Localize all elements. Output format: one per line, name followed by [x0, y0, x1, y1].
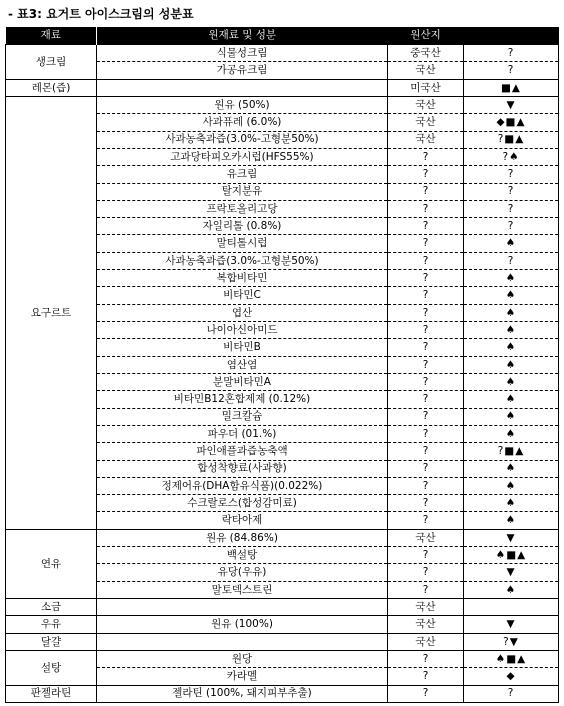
note-cell: ♠ [464, 356, 559, 373]
origin-cell: ? [388, 200, 464, 217]
origin-cell: 국산 [388, 633, 464, 650]
ingredient-cell: 자일리톨 (0.8%) [97, 218, 388, 235]
origin-cell: 국산 [388, 96, 464, 113]
origin-cell: 국산 [388, 131, 464, 148]
ingredient-cell: 합성착향료(사과향) [97, 460, 388, 477]
ingredient-cell: 말토덱스트린 [97, 581, 388, 598]
material-cell: 판젤라틴 [6, 685, 97, 702]
ingredient-cell [97, 79, 388, 96]
note-cell: ? [464, 252, 559, 269]
origin-cell: 국산 [388, 114, 464, 131]
origin-cell: ? [388, 495, 464, 512]
note-cell: ♠ [464, 391, 559, 408]
note-cell: ▼ [464, 564, 559, 581]
note-cell [464, 599, 559, 616]
table-body [6, 45, 559, 703]
note-cell: ? [464, 685, 559, 702]
ingredient-cell: 분말비타민A [97, 373, 388, 390]
note-cell: ♠ [464, 581, 559, 598]
note-cell: ♠ [464, 512, 559, 529]
origin-cell: ? [388, 443, 464, 460]
note-cell: ? [464, 62, 559, 79]
ingredient-cell: 나이아신아미드 [97, 322, 388, 339]
ingredient-cell: 식물성크림 [97, 45, 388, 62]
material-cell: 연유 [6, 529, 97, 598]
ingredient-cell: 고과당타피오카시럽(HFS55%) [97, 148, 388, 165]
ingredient-cell [97, 599, 388, 616]
note-cell: ?▼ [464, 633, 559, 650]
origin-cell: ? [388, 685, 464, 702]
note-cell: ?■▲ [464, 443, 559, 460]
note-cell: ?♠ [464, 148, 559, 165]
note-cell: ? [464, 183, 559, 200]
origin-cell: ? [388, 287, 464, 304]
ingredient-cell: 가공유크림 [97, 62, 388, 79]
origin-cell: ? [388, 477, 464, 494]
ingredient-cell: 수크랄로스(합성감미료) [97, 495, 388, 512]
origin-cell: ? [388, 391, 464, 408]
ingredient-table [5, 27, 559, 703]
origin-cell: ? [388, 148, 464, 165]
material-cell: 우유 [6, 616, 97, 633]
ingredient-cell: 사과농축과즙(3.0%-고형분50%) [97, 252, 388, 269]
table-row [6, 616, 559, 633]
ingredient-cell: 사과농축과즙(3.0%-고형분50%) [97, 131, 388, 148]
origin-cell: 국산 [388, 616, 464, 633]
header-ingredient: 원재료 및 성분 [97, 27, 388, 45]
ingredient-cell: 젤라틴 (100%, 돼지피부추출) [97, 685, 388, 702]
note-cell: ♠ [464, 460, 559, 477]
note-cell: ■▲ [464, 79, 559, 96]
origin-cell: ? [388, 425, 464, 442]
note-cell: ♠ [464, 304, 559, 321]
header-material: 재료 [6, 27, 97, 45]
note-cell: ♠ [464, 322, 559, 339]
origin-cell: ? [388, 252, 464, 269]
note-cell: ♠ [464, 270, 559, 287]
note-cell: ♠ [464, 408, 559, 425]
note-cell: ♠ [464, 339, 559, 356]
origin-cell: ? [388, 547, 464, 564]
table-row [6, 685, 559, 702]
note-cell: ◆ [464, 668, 559, 685]
material-cell: 레몬(즙) [6, 79, 97, 96]
origin-cell: 국산 [388, 62, 464, 79]
note-cell: ▼ [464, 96, 559, 113]
ingredient-cell: 정제어유(DHA함유식품)(0.022%) [97, 477, 388, 494]
ingredient-cell: 밀크칼슘 [97, 408, 388, 425]
ingredient-cell: 비타민C [97, 287, 388, 304]
note-cell: ♠■▲ [464, 650, 559, 667]
material-cell: 설탕 [6, 650, 97, 685]
ingredient-cell: 원유 (84.86%) [97, 529, 388, 546]
material-cell: 생크림 [6, 45, 97, 80]
origin-cell: ? [388, 356, 464, 373]
table-row [6, 599, 559, 616]
table-row [6, 45, 559, 62]
material-cell: 달걀 [6, 633, 97, 650]
header-origin: 원산지 [388, 27, 464, 45]
origin-cell: ? [388, 235, 464, 252]
material-cell: 요구르트 [6, 96, 97, 529]
table-caption: - 표3: 요거트 아이스크림의 성분표 [8, 7, 194, 21]
note-cell: ♠ [464, 425, 559, 442]
origin-cell: ? [388, 668, 464, 685]
ingredient-cell: 백설탕 [97, 547, 388, 564]
origin-cell: ? [388, 408, 464, 425]
note-cell: ▼ [464, 616, 559, 633]
table-row [6, 529, 559, 546]
note-cell: ? [464, 166, 559, 183]
origin-cell: ? [388, 166, 464, 183]
table-row [6, 96, 559, 113]
table-row [6, 633, 559, 650]
note-cell: ? [464, 218, 559, 235]
table-row [6, 650, 559, 667]
ingredient-cell: 원유 (100%) [97, 616, 388, 633]
origin-cell: ? [388, 270, 464, 287]
ingredient-cell: 탈지분유 [97, 183, 388, 200]
header-row [6, 27, 559, 45]
note-cell: ? [464, 45, 559, 62]
ingredient-cell: 사과퓨레 (6.0%) [97, 114, 388, 131]
note-cell: ? [464, 200, 559, 217]
ingredient-cell: 엽산 [97, 304, 388, 321]
note-cell: ♠ [464, 287, 559, 304]
origin-cell: ? [388, 339, 464, 356]
origin-cell: ? [388, 512, 464, 529]
origin-cell: 미국산 [388, 79, 464, 96]
origin-cell: ? [388, 373, 464, 390]
note-cell: ♠ [464, 373, 559, 390]
note-cell: ♠ [464, 495, 559, 512]
ingredient-cell: 원당 [97, 650, 388, 667]
ingredient-cell: 원유 (50%) [97, 96, 388, 113]
origin-cell: 중국산 [388, 45, 464, 62]
table-row [6, 79, 559, 96]
origin-cell: ? [388, 650, 464, 667]
origin-cell: ? [388, 581, 464, 598]
note-cell: ♠■▲ [464, 547, 559, 564]
ingredient-cell: 복합비타민 [97, 270, 388, 287]
origin-cell: ? [388, 564, 464, 581]
origin-cell: 국산 [388, 599, 464, 616]
note-cell: ◆■▲ [464, 114, 559, 131]
ingredient-cell: 프락토올리고당 [97, 200, 388, 217]
origin-cell: ? [388, 304, 464, 321]
ingredient-cell: 파인애플과즙농축액 [97, 443, 388, 460]
origin-cell: 국산 [388, 529, 464, 546]
ingredient-cell: 비타민B12혼합제제 (0.12%) [97, 391, 388, 408]
origin-cell: ? [388, 218, 464, 235]
ingredient-cell: 카라멜 [97, 668, 388, 685]
ingredient-cell [97, 633, 388, 650]
note-cell: ▼ [464, 529, 559, 546]
ingredient-cell: 유크림 [97, 166, 388, 183]
note-cell: ♠ [464, 477, 559, 494]
note-cell: ♠ [464, 235, 559, 252]
ingredient-cell: 말티톨시럽 [97, 235, 388, 252]
note-cell: ?■▲ [464, 131, 559, 148]
material-cell: 소금 [6, 599, 97, 616]
ingredient-cell: 파우더 (01.%) [97, 425, 388, 442]
ingredient-cell: 비타민B [97, 339, 388, 356]
ingredient-cell: 락타아제 [97, 512, 388, 529]
ingredient-cell: 염산염 [97, 356, 388, 373]
header-note [464, 27, 559, 45]
origin-cell: ? [388, 183, 464, 200]
origin-cell: ? [388, 460, 464, 477]
origin-cell: ? [388, 322, 464, 339]
ingredient-cell: 유당(우유) [97, 564, 388, 581]
